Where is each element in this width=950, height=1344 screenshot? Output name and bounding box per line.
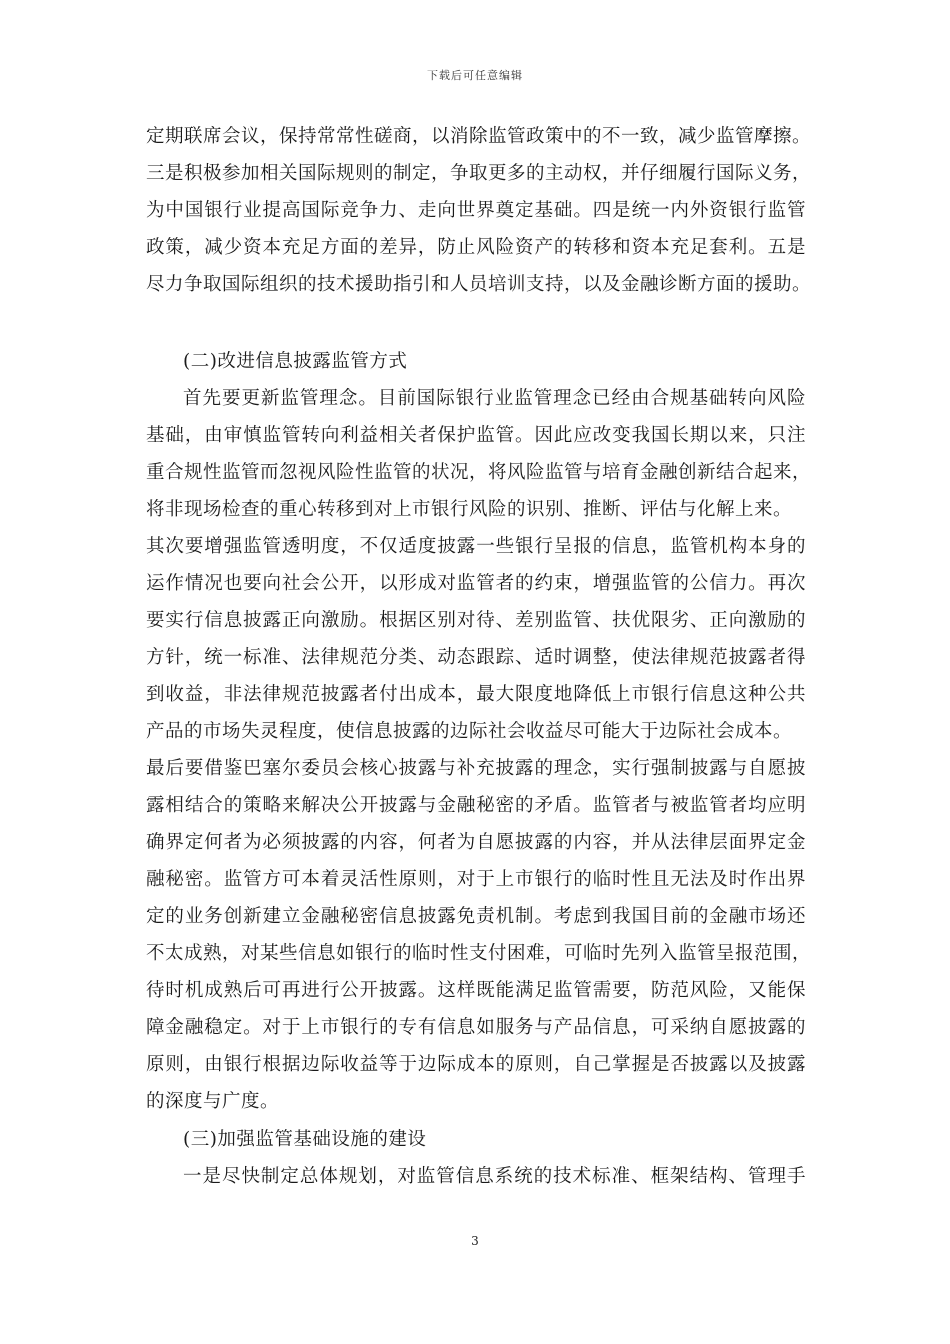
text-line: 政策，减少资本充足方面的差异，防止风险资产的转移和资本充足套利。五是 xyxy=(146,237,806,258)
text-line: 尽力争取国际组织的技术援助指引和人员培训支持，以及金融诊断方面的援助。 xyxy=(146,274,812,295)
page-header: 下载后可任意编辑 xyxy=(427,69,523,82)
text-line: 到收益，非法律规范披露者付出成本，最大限度地降低上市银行信息这种公共 xyxy=(146,684,806,705)
text-line: 三是积极参加相关国际规则的制定，争取更多的主动权，并仔细履行国际义务， xyxy=(146,163,812,184)
text-line: 定的业务创新建立金融秘密信息披露免责机制。考虑到我国目前的金融市场还 xyxy=(146,906,806,927)
text-line: 重合规性监管而忽视风险性监管的状况，将风险监管与培育金融创新结合起来， xyxy=(146,462,812,483)
text-line: 首先要更新监管理念。目前国际银行业监管理念已经由合规基础转向风险 xyxy=(183,388,806,409)
text-line: 一是尽快制定总体规划，对监管信息系统的技术标准、框架结构、管理手 xyxy=(183,1166,806,1187)
text-line: 的深度与广度。 xyxy=(146,1091,280,1112)
section-two xyxy=(146,343,812,1120)
text-line: 融秘密。监管方可本着灵活性原则，对于上市银行的临时性且无法及时作出界 xyxy=(146,869,806,890)
paragraph-continuation xyxy=(146,118,812,303)
page-number: 3 xyxy=(471,1234,479,1248)
text-line: 基础，由审慎监管转向利益相关者保护监管。因此应改变我国长期以来，只注 xyxy=(146,425,806,446)
text-line: 其次要增强监管透明度，不仅适度披露一些银行呈报的信息，监管机构本身的 xyxy=(146,536,806,557)
section-three xyxy=(146,1121,806,1195)
text-line: 最后要借鉴巴塞尔委员会核心披露与补充披露的理念，实行强制披露与自愿披 xyxy=(146,758,806,779)
text-line: 待时机成熟后可再进行公开披露。这样既能满足监管需要，防范风险，又能保 xyxy=(146,980,806,1001)
text-line: 露相结合的策略来解决公开披露与金融秘密的矛盾。监管者与被监管者均应明 xyxy=(146,795,806,816)
text-line: 确界定何者为必须披露的内容，何者为自愿披露的内容，并从法律层面界定金 xyxy=(146,832,806,853)
text-line: 要实行信息披露正向激励。根据区别对待、差别监管、扶优限劣、正向激励的 xyxy=(146,610,806,631)
text-line: 原则，由银行根据边际收益等于边际成本的原则，自己掌握是否披露以及披露 xyxy=(146,1054,806,1075)
text-line: 不太成熟，对某些信息如银行的临时性支付困难，可临时先列入监管呈报范围， xyxy=(146,943,812,964)
section-heading: (三)加强监管基础设施的建设 xyxy=(183,1129,427,1150)
text-line: 运作情况也要向社会公开，以形成对监管者的约束，增强监管的公信力。再次 xyxy=(146,573,806,594)
text-line: 将非现场检查的重心转移到对上市银行风险的识别、推断、评估与化解上来。 xyxy=(146,499,793,520)
text-line: 方针，统一标准、法律规范分类、动态跟踪、适时调整，使法律规范披露者得 xyxy=(146,647,806,668)
text-line: 障金融稳定。对于上市银行的专有信息如服务与产品信息，可采纳自愿披露的 xyxy=(146,1017,806,1038)
text-line: 产品的市场失灵程度，使信息披露的边际社会收益尽可能大于边际社会成本。 xyxy=(146,721,793,742)
section-heading: (二)改进信息披露监管方式 xyxy=(183,351,408,372)
text-line: 定期联席会议，保持常常性磋商，以消除监管政策中的不一致，减少监管摩擦。 xyxy=(146,126,812,147)
text-line: 为中国银行业提高国际竞争力、走向世界奠定基础。四是统一内外资银行监管 xyxy=(146,200,806,221)
